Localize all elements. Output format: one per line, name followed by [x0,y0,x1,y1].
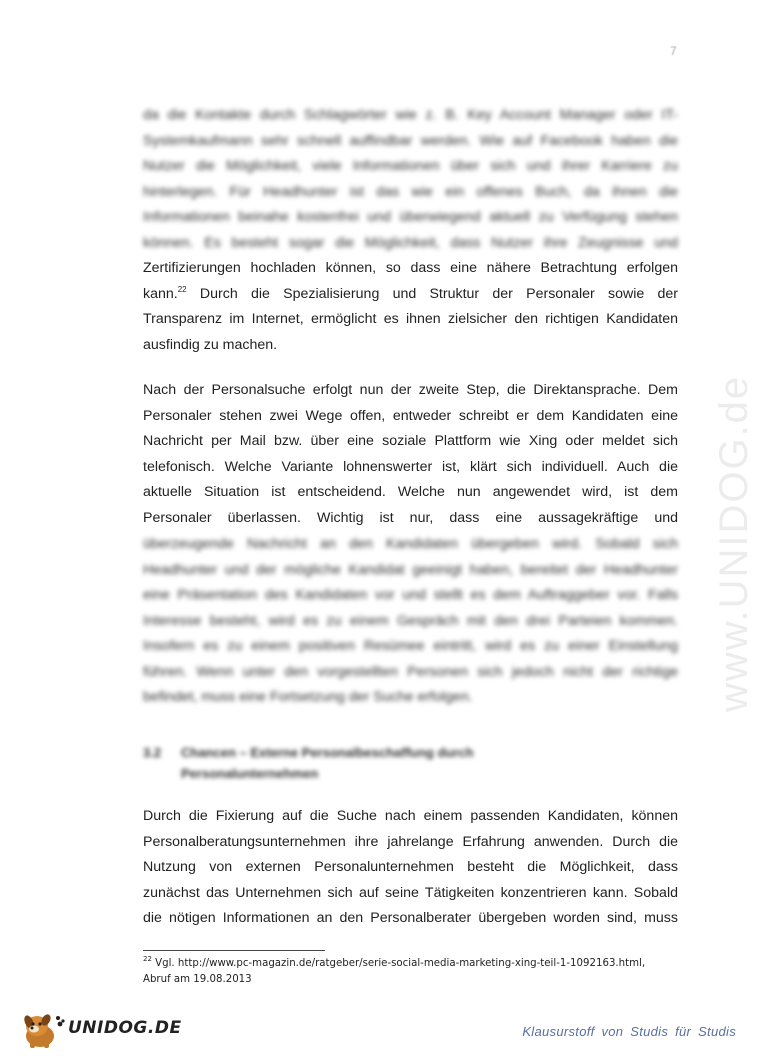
text-line: Nachricht per Mail bzw. über eine soziale Plattform wie Xing oder meldet sich [143,433,678,449]
section-number: 3.2 [143,745,162,760]
dog-icon [20,1012,66,1050]
text-line: Insofern es zu einem positiven Resümee eintritt, wird es zu einer Einstellung [143,638,678,654]
text-line: aktuelle Situation ist entscheidend. Welche nun angewendet wird, ist dem [143,484,678,500]
text-line: die nötigen Informationen an den Personalberater übergeben worden sind, muss [143,910,678,926]
watermark-text: www.UNIDOG.de [712,374,756,712]
text-line: Transparenz im Internet, ermöglicht es ihnen zielsicher den richtigen Kandidaten [143,311,678,327]
text-line: befindet, muss eine Fortsetzung der Suche erfolgen. [143,689,473,705]
text-line: Nutzer die Möglichkeit, viele Informationen über sich und ihrer Karriere zu [143,158,678,174]
text-line: Personalberatungsunternehmen ihre jahrelange Erfahrung anwenden. Durch die [143,833,678,850]
text-line: Systemkaufmann sehr schnell auffindbar werden. Wie auf Facebook haben die [143,132,678,149]
text-line [143,282,678,308]
text-line: Interesse besteht, wird es zu einem Gespräch mit den drei Parteien kommen. [143,612,678,629]
footnote-marker: 22 [143,955,152,963]
page-number: 7 [670,44,677,58]
text-line: Informationen beinahe kostenfrei und überwiegend aktuell zu Verfügung stehen [143,209,678,225]
text-line: Personaler stehen zwei Wege offen, entweder schreibt er dem Kandidaten eine [143,407,678,424]
text-line: Personaler überlassen. Wichtig ist nur, dass eine aussagekräftige und [143,509,678,526]
section-title-line-1: Chancen – Externe Personalbeschaffung durch [181,745,474,760]
text-fragment: Durch die Spezialisierung und Struktur der Personaler sowie der [186,285,678,302]
footnote-divider [143,950,325,951]
text-fragment: kann. [143,285,178,302]
text-line: Nutzung von externen Personalunternehmen besteht die Möglichkeit, dass [143,859,678,875]
text-line: hinterlegen. Für Headhunter ist das wie ein offenes Buch, da ihnen die [143,183,678,200]
paragraph-3 [143,804,678,932]
text-line: Headhunter und der mögliche Kandidat geeinigt haben, bereitet der Headhunter [143,561,678,578]
footnote-access-date: Abruf am 19.08.2013 [143,974,252,985]
text-line: zunächst das Unternehmen sich auf seine Tätigkeiten konzentrieren kann. Sobald [143,884,678,901]
text-line: überzeugende Nachricht an den Kandidaten übergeben wird. Sobald sich [143,536,678,552]
text-line: Zertifizierungen hochladen können, so dass eine nähere Betrachtung erfolgen [143,260,678,276]
section-title-line-2: Personalunternehmen [181,766,319,781]
footnote-reference[interactable]: 22 [177,284,187,294]
text-line: da die Kontakte durch Schlagwörter wie z. B. Key Account Manager oder IT- [143,107,678,123]
paragraph-2-blurred [143,532,678,711]
text-line: telefonisch. Welche Variante lohnenswerter ist, klärt sich individuell. Auch die [143,458,678,475]
text-line: können. Es besteht sogar die Möglichkeit, dass Nutzer ihre Zeugnisse und [143,234,678,251]
footnote-citation[interactable]: Vgl. http://www.pc-magazin.de/ratgeber/serie-social-media-marketing-xing-teil-1-1092163.html, [151,958,646,969]
tagline: Klausurstoff von Studis für Studis [522,1024,736,1039]
paragraph-2-visible [143,378,678,531]
section-heading [143,742,678,784]
text-line: Durch die Fixierung auf die Suche nach einem passenden Kandidaten, können [143,808,678,824]
unidog-logo[interactable] [20,1012,182,1050]
text-line: ausfindig zu machen. [143,336,278,353]
paragraph-1-blurred [143,103,678,256]
text-line: eine Präsentation des Kandidaten vor und stellt es dem Auftraggeber vor. Falls [143,587,678,603]
paragraph-1-visible [143,256,678,358]
text-line: Nach der Personalsuche erfolgt nun der zweite Step, die Direktansprache. Dem [143,382,678,398]
footnote [143,956,683,988]
text-line: führen. Wenn unter den vorgestellten Personen sich jedoch nicht der richtige [143,663,678,680]
logo-text: UNIDOG.DE [68,1018,182,1038]
